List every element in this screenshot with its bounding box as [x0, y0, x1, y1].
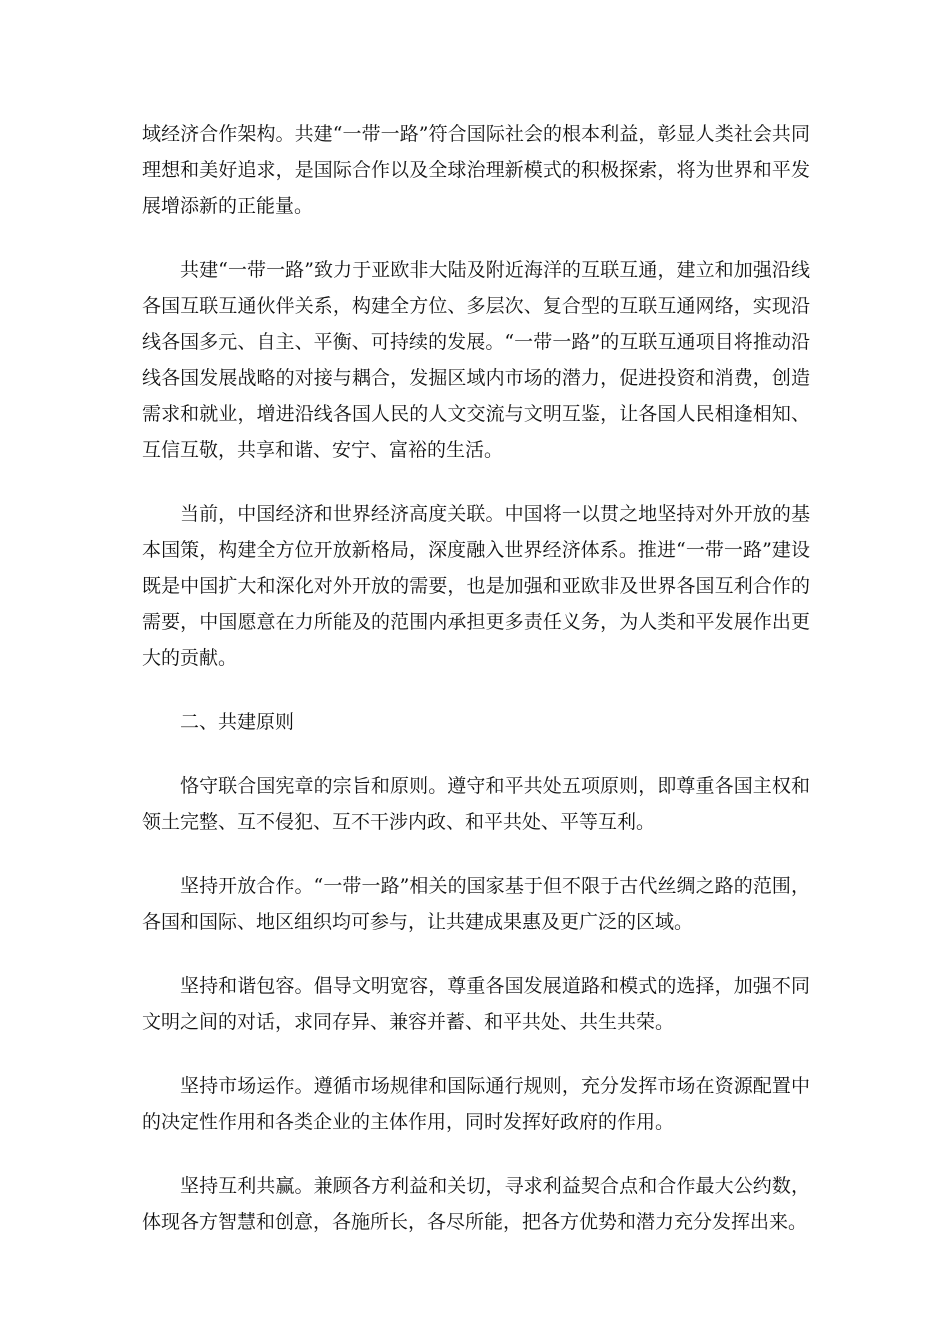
- principle-un-charter: 恪守联合国宪章的宗旨和原则。遵守和平共处五项原则，即尊重各国主权和领土完整、互不侵犯、互不干涉内政、和平共处、平等互利。: [142, 775, 810, 833]
- principle-market-operation: 坚持市场运作。遵循市场规律和国际通行规则，充分发挥市场在资源配置中的决定性作用和各类企业的主体作用，同时发挥好政府的作用。: [142, 1075, 810, 1133]
- paragraph-connectivity: 共建“一带一路”致力于亚欧非大陆及附近海洋的互联互通，建立和加强沿线各国互联互通伙伴关系，构建全方位、多层次、复合型的互联互通网络，实现沿线各国多元、自主、平衡、可持续的发展。“一带一路”的互联互通项目将推动沿线各国发展战略的对接与耦合，发掘区域内市场的潜力，促进投资和消费，创造需求和就业，增进沿线各国人民的人文交流与文明互鉴，让各国人民相逢相知、互信互敬，共享和谐、安宁、富裕的生活。: [142, 259, 810, 461]
- document-page: [142, 116, 810, 1268]
- paragraph-opening-up: 当前，中国经济和世界经济高度关联。中国将一以贯之地坚持对外开放的基本国策，构建全方位开放新格局，深度融入世界经济体系。推进“一带一路”建设既是中国扩大和深化对外开放的需要，也是加强和亚欧非及世界各国互利合作的需要，中国愿意在力所能及的范围内承担更多责任义务，为人类和平发展作出更大的贡献。: [142, 503, 810, 669]
- paragraph-continued-intro: 域经济合作架构。共建“一带一路”符合国际社会的根本利益，彰显人类社会共同理想和美好追求，是国际合作以及全球治理新模式的积极探索，将为世界和平发展增添新的正能量。: [142, 123, 810, 217]
- principle-open-cooperation: 坚持开放合作。“一带一路”相关的国家基于但不限于古代丝绸之路的范围，各国和国际、地区组织均可参与，让共建成果惠及更广泛的区域。: [142, 875, 810, 933]
- principle-harmony-inclusiveness: 坚持和谐包容。倡导文明宽容，尊重各国发展道路和模式的选择，加强不同文明之间的对话，求同存异、兼容并蓄、和平共处、共生共荣。: [142, 975, 810, 1033]
- principle-mutual-benefit: 坚持互利共赢。兼顾各方利益和关切，寻求利益契合点和合作最大公约数，体现各方智慧和创意，各施所长，各尽所能，把各方优势和潜力充分发挥出来。: [142, 1175, 810, 1233]
- section-heading-principles: 二、共建原则: [180, 711, 295, 733]
